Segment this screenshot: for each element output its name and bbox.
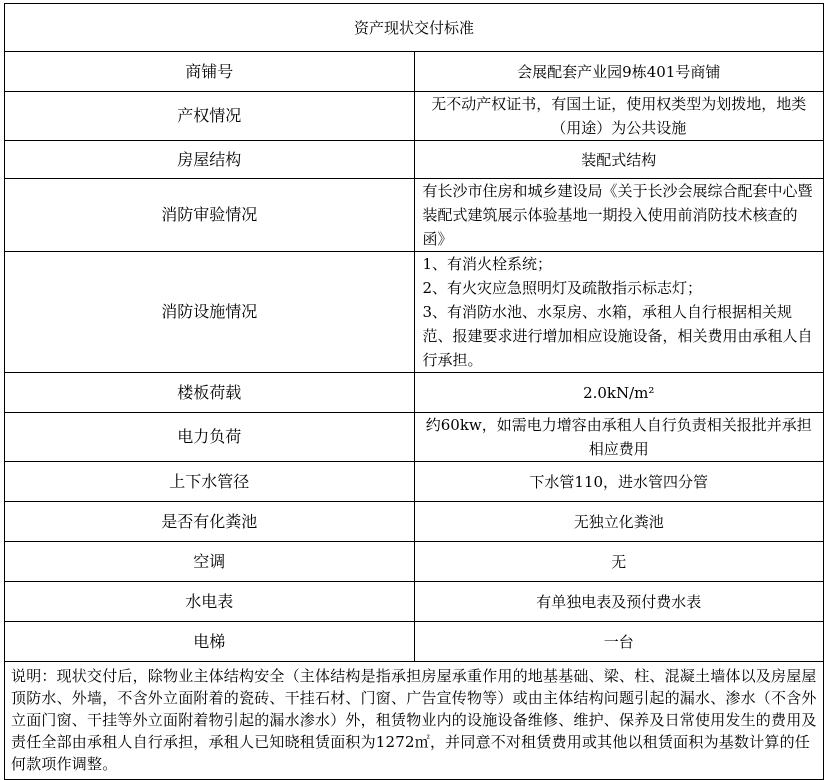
row-value-floor-load: 2.0kN/m² [414, 373, 824, 413]
row-label-floor-load: 楼板荷载 [5, 373, 415, 413]
table-title: 资产现状交付标准 [5, 4, 824, 52]
row-value-air-conditioning: 无 [414, 542, 824, 582]
row-label-property-rights: 产权情况 [5, 92, 415, 141]
row-value-meters: 有单独电表及预付费水表 [414, 582, 824, 622]
row-value-fire-facilities [414, 252, 824, 373]
row-label-meters: 水电表 [5, 582, 415, 622]
table-row [5, 92, 824, 141]
table-row [5, 502, 824, 542]
row-value-elevator: 一台 [414, 622, 824, 662]
row-value-fire-inspection: 有长沙市住房和城乡建设局《关于长沙会展综合配套中心暨装配式建筑展示体验基地一期投入使用前消防技术核查的函》 [414, 179, 824, 252]
row-label-septic-tank: 是否有化粪池 [5, 502, 415, 542]
table-row [5, 542, 824, 582]
table-row [5, 141, 824, 179]
row-value-property-rights: 无不动产权证书，有国土证，使用权类型为划拨地，地类（用途）为公共设施 [414, 92, 824, 141]
table-row [5, 179, 824, 252]
row-label-fire-facilities: 消防设施情况 [5, 252, 415, 373]
explanatory-note: 说明：现状交付后，除物业主体结构安全（主体结构是指承担房屋承重作用的地基基础、梁、柱、混凝土墙体以及房屋屋顶防水、外墙，不含外立面附着的瓷砖、干挂石材、门窗、广告宣传物等）或由主体结构问题引起的漏水、渗水（不含外立面门窗、干挂等外立面附着物引起的漏水渗水）外，租赁物业内的设施设备维修、维护、保养及日常使用发生的费用及责任全部由承租人自行承担，承租人已知晓租赁面积为1272㎡，并同意不对租赁费用或其他以租赁面积为基数计算的任何款项作调整。 [5, 662, 824, 780]
row-label-shop-number: 商铺号 [5, 52, 415, 92]
row-value-building-structure: 装配式结构 [414, 141, 824, 179]
asset-delivery-standard-table [4, 3, 824, 780]
row-value-power-load: 约60kw，如需电力增容由承租人自行负责相关报批并承担相应费用 [414, 413, 824, 462]
row-label-building-structure: 房屋结构 [5, 141, 415, 179]
row-label-power-load: 电力负荷 [5, 413, 415, 462]
fire-facilities-line-3: 3、有消防水池、水泵房、水箱，承租人自行根据相关规范、报建要求进行增加相应设施设备，相关费用由承租人自行承担。 [422, 303, 813, 369]
row-value-septic-tank: 无独立化粪池 [414, 502, 824, 542]
row-label-elevator: 电梯 [5, 622, 415, 662]
table-row [5, 622, 824, 662]
table-row [5, 52, 824, 92]
table-row [5, 462, 824, 502]
table-row [5, 252, 824, 373]
table-row [5, 413, 824, 462]
row-label-water-pipes: 上下水管径 [5, 462, 415, 502]
row-label-fire-inspection: 消防审验情况 [5, 179, 415, 252]
row-value-shop-number: 会展配套产业园9栋401号商铺 [414, 52, 824, 92]
fire-facilities-line-1: 1、有消火栓系统； [422, 255, 553, 273]
row-value-water-pipes: 下水管110，进水管四分管 [414, 462, 824, 502]
table-row [5, 582, 824, 622]
row-label-air-conditioning: 空调 [5, 542, 415, 582]
title-row [5, 4, 824, 52]
fire-facilities-line-2: 2、有火灾应急照明灯及疏散指示标志灯； [422, 279, 703, 297]
table-row [5, 373, 824, 413]
